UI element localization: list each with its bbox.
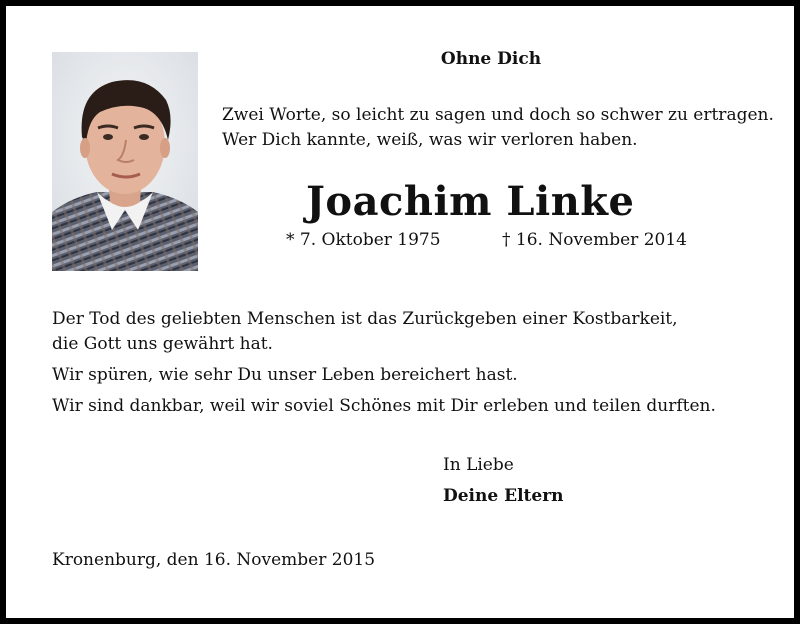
motto-line: Wer Dich kannte, weiß, was wir verloren haben. [222,130,638,150]
memorial-text [52,307,716,419]
place-and-date: Kronenburg, den 16. November 2015 [52,550,376,570]
memorial-line: Der Tod des geliebten Menschen ist das Zurückgeben einer Kostbarkeit, [52,309,678,329]
signature: Deine Eltern [443,486,564,506]
memorial-line: die Gott uns gewährt hat. [52,334,273,354]
memorial-line: Wir sind dankbar, weil wir soviel Schönes mit Dir erleben und teilen durften. [52,396,716,416]
motto-title: Ohne Dich [440,49,542,69]
birth-date: * 7. Oktober 1975 [286,230,441,250]
portrait-photo [52,52,198,271]
memorial-line: Wir spüren, wie sehr Du unser Leben bereichert hast. [52,365,518,385]
closing-phrase: In Liebe [443,455,514,475]
motto-line: Zwei Worte, so leicht zu sagen und doch so schwer zu ertragen. [222,105,774,125]
motto-verse [222,103,774,153]
deceased-name: Joachim Linke [306,178,635,225]
death-date: † 16. November 2014 [502,230,687,250]
